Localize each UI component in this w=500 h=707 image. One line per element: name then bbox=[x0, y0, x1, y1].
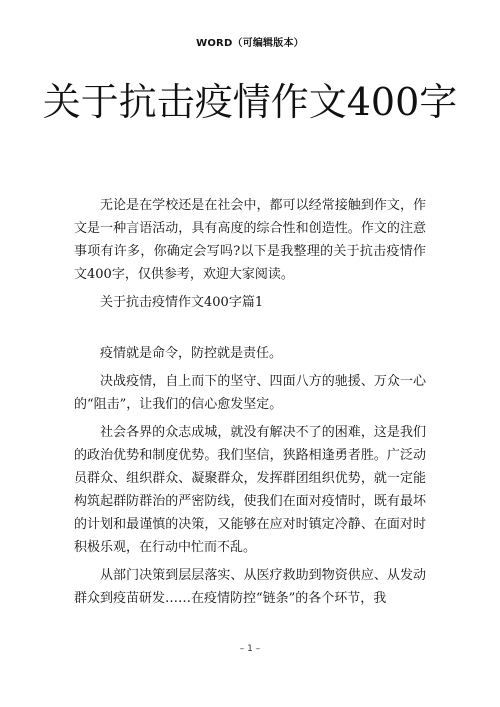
paragraph: 决战疫情，自上而下的坚守、四面八方的驰援、万众一心的“阻击”，让我们的信心愈发坚定。 bbox=[74, 374, 426, 412]
document-title: 关于抗击疫情作文400字 bbox=[42, 80, 458, 124]
paragraph: 从部门决策到层层落实、从医疗救助到物资供应、从发动群众到疫苗研发……在疫情防控“链条”的各个环节，我 bbox=[74, 568, 426, 606]
section-heading: 关于抗击疫情作文400字篇1 bbox=[100, 295, 264, 310]
page-header: WORD（可编辑版本） bbox=[196, 38, 304, 49]
paragraph: 疫情就是命令，防控就是责任。 bbox=[100, 346, 283, 361]
page-number: – 1 – bbox=[239, 644, 261, 654]
paragraph-intro: 无论是在学校还是在社会中，都可以经常接触到作文，作文是一种言语活动，具有高度的综合性和创造性。作文的注意事项有许多，你确定会写吗?以下是我整理的关于抗击疫情作文400字，仅供参考，欢迎大家阅读。 bbox=[74, 198, 426, 282]
document-body bbox=[74, 194, 426, 610]
paragraph: 社会各界的众志成城，就没有解决不了的困难，这是我们的政治优势和制度优势。我们坚信，狭路相逢勇者胜。广泛动员群众、组织群众、凝聚群众，发挥群团组织优势，就一定能构筑起群防群治的严密防线，使我们在面对疫情时，既有最坏的计划和最谨慎的决策，又能够在应对时镇定冷静、在面对时积极乐观，在行动中忙而不乱。 bbox=[74, 425, 426, 555]
